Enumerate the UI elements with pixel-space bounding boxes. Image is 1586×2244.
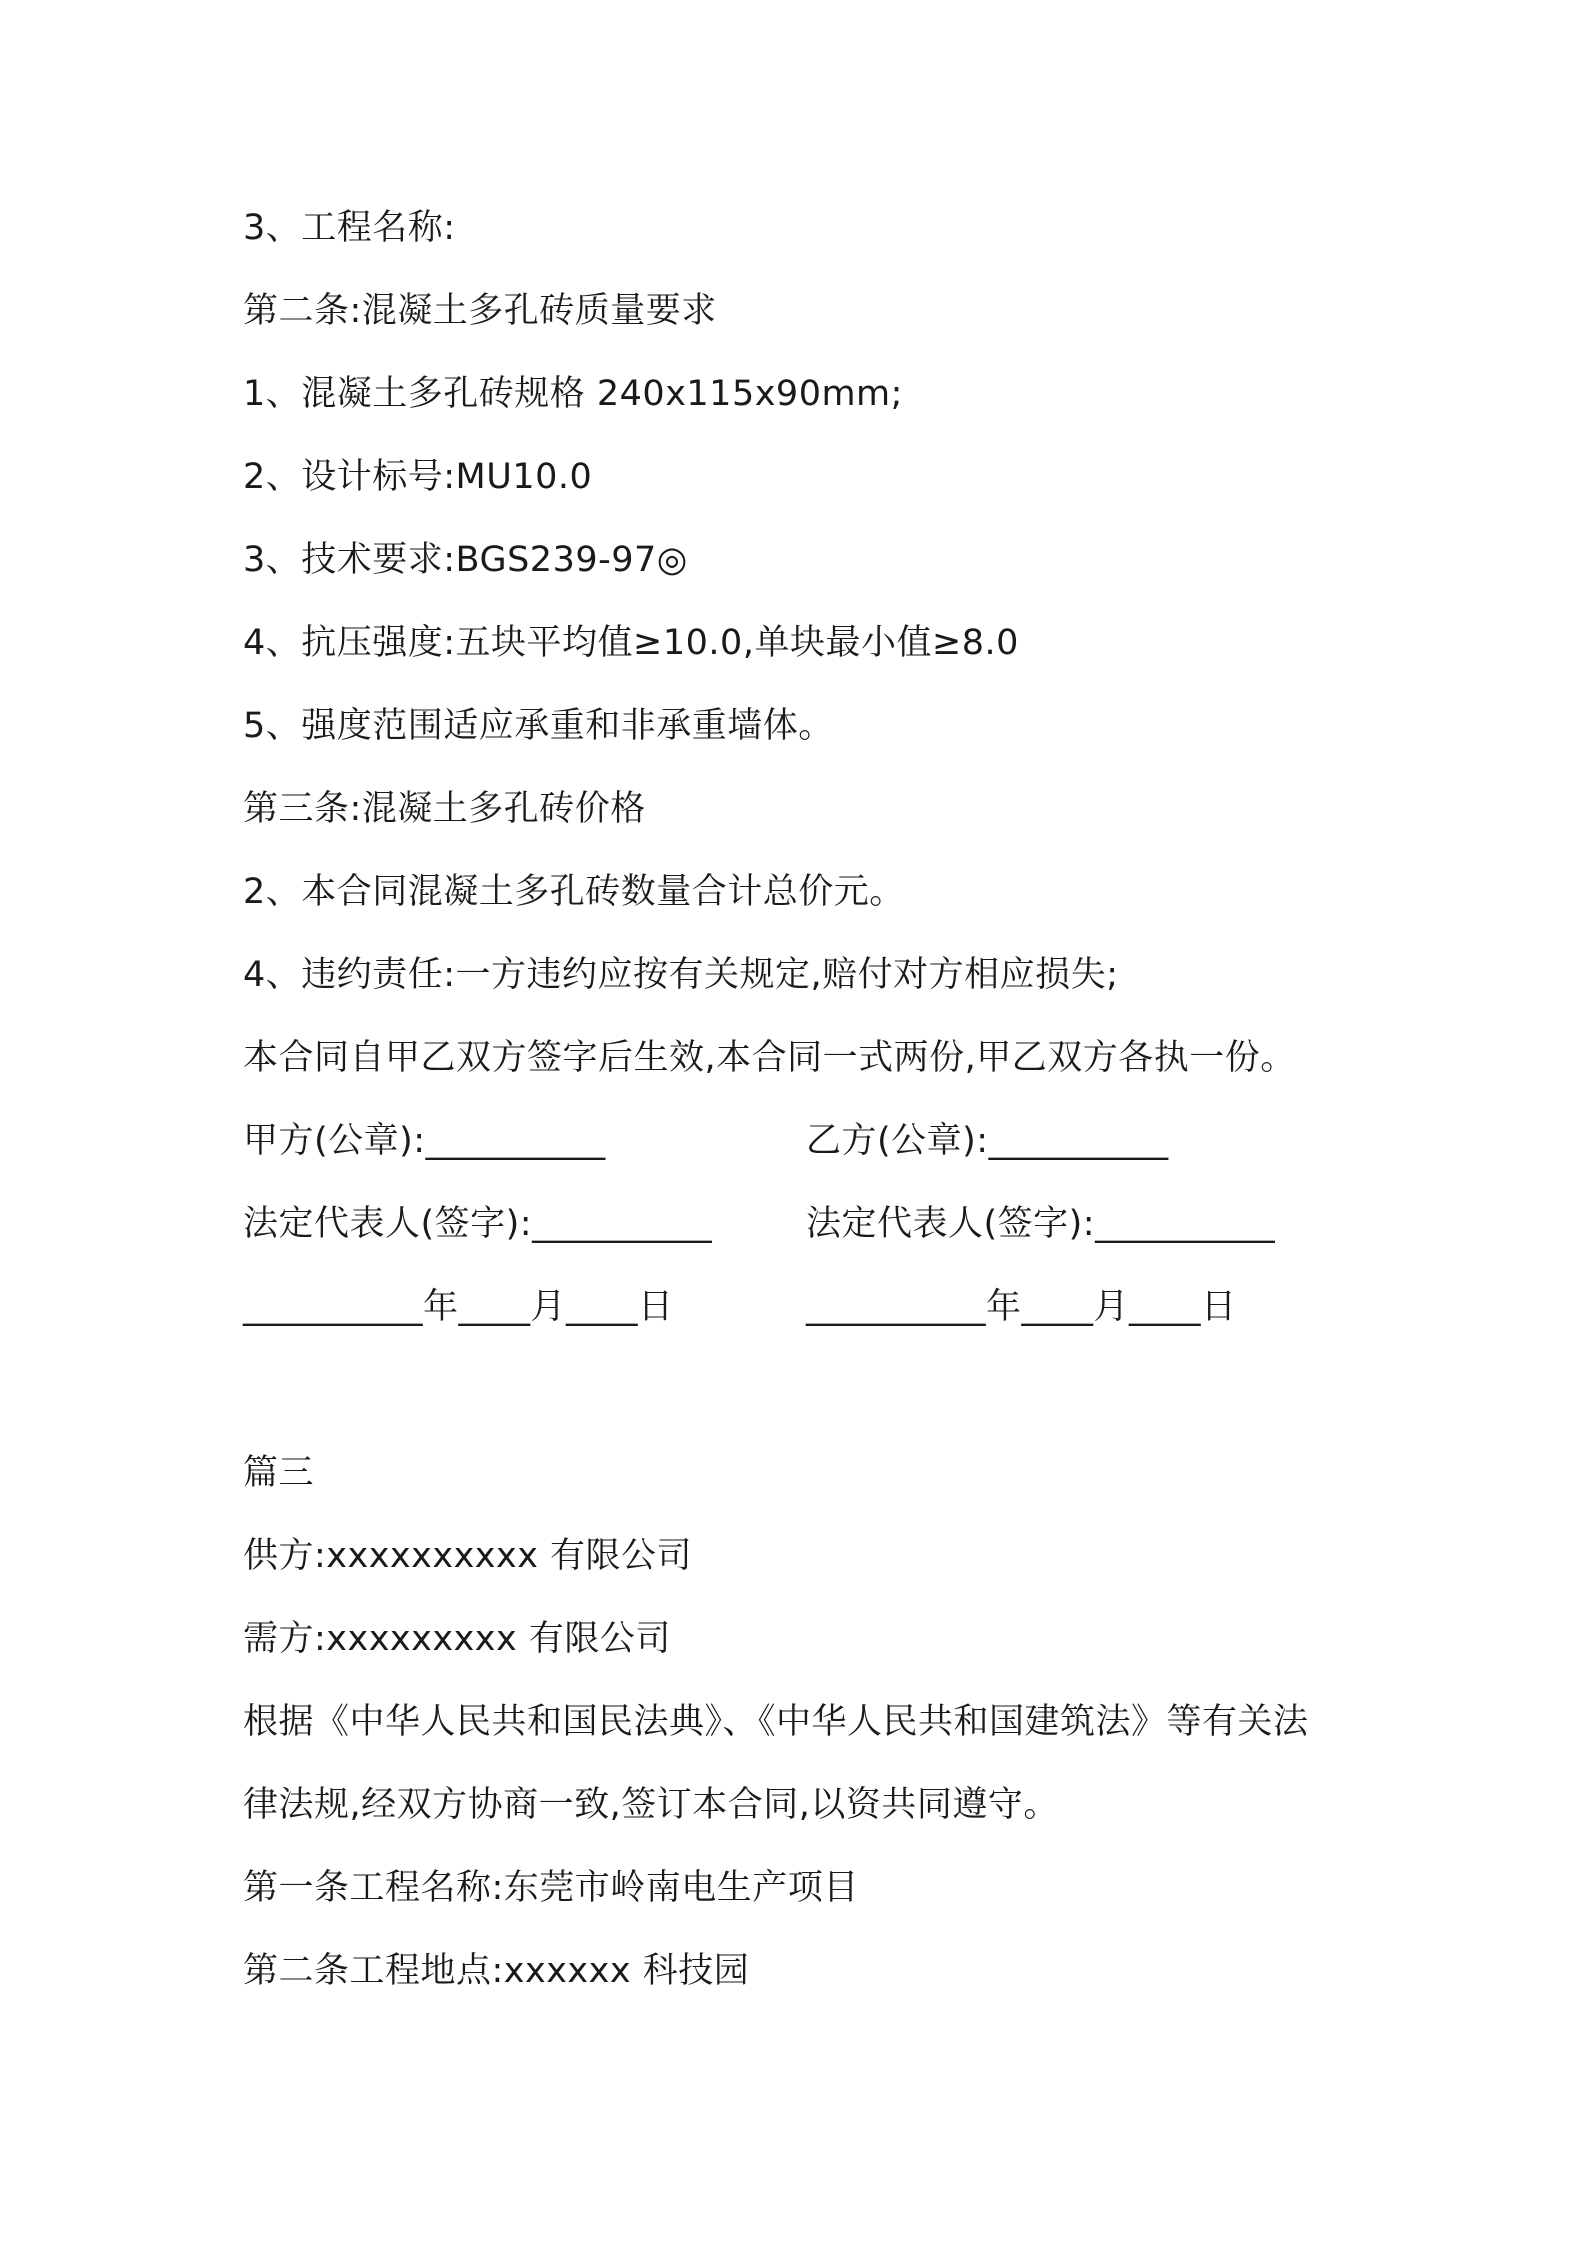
party-a-seal: 甲方(公章):__________ [243,1121,606,1161]
section-three-title: 篇三 [243,1453,315,1493]
legal-basis-line-1: 根据《中华人民共和国民法典》、《中华人民共和国建筑法》等有关法 [243,1702,1309,1742]
brick-spec-line: 1、混凝土多孔砖规格 240x115x90mm; [243,374,903,414]
article-two-project-location: 第二条工程地点:xxxxxx 科技园 [243,1951,750,1991]
party-a-date: __________年____月____日 [243,1287,674,1327]
legal-basis-line-2: 律法规,经双方协商一致,签订本合同,以资共同遵守。 [243,1785,1059,1825]
compressive-strength-line: 4、抗压强度:五块平均值≥10.0,单块最小值≥8.0 [243,623,1019,663]
project-name-line: 3、工程名称: [243,208,456,248]
party-a-representative: 法定代表人(签字):__________ [243,1204,713,1244]
technical-requirement-line: 3、技术要求:BGS239-97◎ [243,540,688,580]
total-price-line: 2、本合同混凝土多孔砖数量合计总价元。 [243,872,905,912]
supplier-line: 供方:xxxxxxxxxx 有限公司 [243,1536,693,1576]
effective-clause-line: 本合同自甲乙双方签字后生效,本合同一式两份,甲乙双方各执一份。 [243,1038,1296,1078]
article-two-heading: 第二条:混凝土多孔砖质量要求 [243,291,717,331]
buyer-line: 需方:xxxxxxxxx 有限公司 [243,1619,671,1659]
liability-line: 4、违约责任:一方违约应按有关规定,赔付对方相应损失; [243,955,1119,995]
strength-range-line: 5、强度范围适应承重和非承重墙体。 [243,706,834,746]
article-one-project-name: 第一条工程名称:东莞市岭南电生产项目 [243,1868,859,1908]
party-b-date: __________年____月____日 [806,1287,1237,1327]
party-b-seal: 乙方(公章):__________ [806,1121,1169,1161]
article-three-heading: 第三条:混凝土多孔砖价格 [243,789,646,829]
party-b-representative: 法定代表人(签字):__________ [806,1204,1276,1244]
design-grade-line: 2、设计标号:MU10.0 [243,457,593,497]
